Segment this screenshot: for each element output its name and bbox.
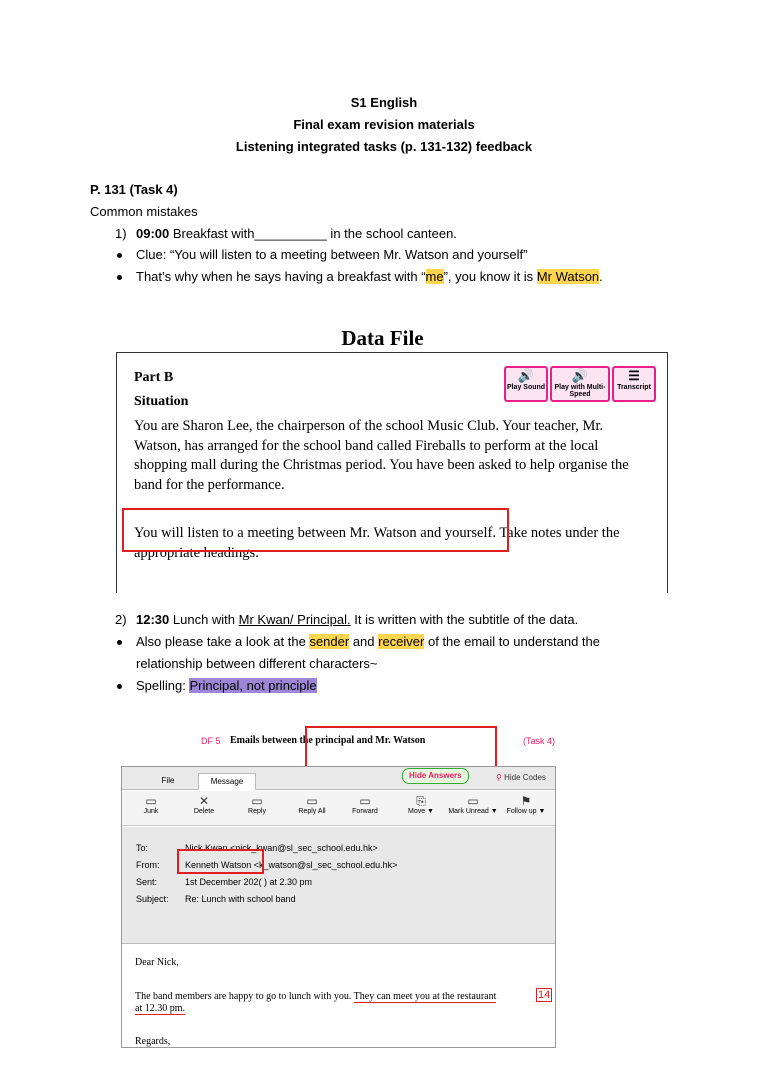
- from-value: Kenneth Watson <k_watson@sl_sec_school.edu.hk>: [185, 860, 398, 870]
- situation-line: band for the performance.: [134, 476, 285, 493]
- task-label: (Task 4): [523, 736, 556, 746]
- tool-label: Mark Unread ▼: [448, 808, 498, 815]
- highlight-mr-watson: Mr Watson: [536, 269, 600, 284]
- item2-spelling: [136, 678, 317, 694]
- item1-why: [136, 269, 603, 285]
- also-text-a: Also please take a look at the: [136, 634, 310, 649]
- bullet-icon: [117, 640, 122, 645]
- transcript-button[interactable]: [612, 366, 656, 402]
- follow-up-button[interactable]: [502, 794, 550, 815]
- email-window: [121, 766, 556, 1048]
- tool-label: Follow up ▼: [506, 808, 546, 815]
- mark-unread-icon: ▭: [467, 794, 479, 808]
- reply-all-button[interactable]: [288, 794, 336, 815]
- item1-line: [136, 226, 457, 242]
- tool-label: Delete: [193, 808, 215, 815]
- tool-label: Forward: [352, 808, 378, 815]
- ribbon-toolbar: [122, 791, 555, 826]
- highlight-box: [177, 849, 264, 874]
- email-image: [118, 724, 558, 1047]
- highlight-box: [122, 508, 509, 552]
- situation-label: Situation: [134, 394, 189, 409]
- play-sound-label: Play Sound: [506, 384, 546, 391]
- speaker-icon: 🔊: [571, 368, 589, 383]
- delete-icon: ✕: [198, 794, 210, 808]
- highlight-receiver: receiver: [378, 634, 425, 649]
- regards: Regards,: [135, 1036, 171, 1047]
- item2-time: 12:30: [136, 612, 170, 627]
- reply-icon: ▭: [251, 794, 263, 808]
- doc-title-feedback: Listening integrated tasks (p. 131-132) feedback: [235, 139, 533, 154]
- to-value: Nick Kwan <nick_kwan@sl_sec_school.edu.hk>: [185, 843, 378, 853]
- tool-label: Move ▼: [408, 808, 434, 815]
- data-file-image: [90, 312, 675, 582]
- reply-all-icon: ▭: [306, 794, 318, 808]
- highlight-spelling: Principal, not principle: [189, 678, 317, 693]
- meeting-note: Take notes under the: [495, 525, 620, 541]
- transcript-label: Transcript: [617, 384, 651, 391]
- situation-line: shopping mall during the Christmas period. You have been asked to help organise the: [134, 457, 629, 473]
- subject-value: Re: Lunch with school band: [185, 894, 296, 904]
- situation-line: You are Sharon Lee, the chairperson of the school Music Club. Your teacher, Mr.: [134, 418, 604, 434]
- bullet-icon: [117, 275, 122, 280]
- body-text-b: They can meet you at the restaurant: [353, 991, 497, 1002]
- tab-file[interactable]: File: [161, 776, 175, 785]
- play-sound-button[interactable]: [504, 366, 548, 402]
- junk-icon: ▭: [145, 794, 157, 808]
- item2-underlined: Mr Kwan/ Principal.: [238, 612, 351, 627]
- bullet-icon: [117, 684, 122, 689]
- subject-label: Subject:: [136, 894, 169, 904]
- item2-text-a: Lunch with: [172, 612, 239, 627]
- forward-button[interactable]: [341, 794, 389, 815]
- doc-title-subject: S1 English: [350, 95, 418, 110]
- sent-value: 1st December 202( ) at 2.30 pm: [185, 877, 313, 887]
- highlight-box: [305, 726, 497, 768]
- body-line: [135, 991, 496, 1002]
- tool-label: Reply All: [298, 808, 326, 815]
- delete-button[interactable]: [180, 794, 228, 815]
- tool-label: Junk: [143, 808, 159, 815]
- why-text-b: ”, you know it is: [443, 269, 537, 284]
- hide-codes-button[interactable]: [496, 773, 546, 782]
- why-text-a: That’s why when he says having a breakfast with “: [136, 269, 426, 284]
- situation-line: Watson, has arranged for the school band called Fireballs to perform at the local: [134, 437, 599, 454]
- flag-icon: ⚑: [520, 794, 532, 808]
- doc-title-materials: Final exam revision materials: [293, 117, 475, 132]
- answer-marker: 14: [538, 989, 551, 1001]
- item1-time: 09:00: [136, 226, 170, 241]
- move-icon: ⎘: [416, 794, 426, 808]
- body-text-a: The band members are happy to go to lunch with you.: [135, 991, 354, 1002]
- play-multi-speed-button[interactable]: [550, 366, 610, 402]
- speaker-icon: 🔊: [517, 368, 535, 383]
- to-label: To:: [136, 843, 149, 853]
- common-mistakes-label: Common mistakes: [90, 204, 198, 219]
- sent-label: Sent:: [136, 877, 158, 887]
- item2-also-cont: relationship between different characters~: [136, 656, 378, 671]
- situation-paragraph: [134, 417, 654, 495]
- item2-line: [136, 612, 578, 628]
- data-file-title: Data File: [341, 326, 424, 350]
- reply-button[interactable]: [233, 794, 281, 815]
- tab-message[interactable]: Message: [198, 773, 256, 790]
- highlight-sender: sender: [309, 634, 350, 649]
- junk-button[interactable]: [127, 794, 175, 815]
- bullet-icon: [117, 253, 122, 258]
- from-label: From:: [136, 860, 160, 870]
- greeting: Dear Nick,: [135, 957, 179, 968]
- meeting-sentence: You will listen to a meeting between Mr. Watson and yourself.: [134, 525, 496, 541]
- also-text-b: of the email to understand the: [424, 634, 600, 649]
- hide-answers-button[interactable]: Hide Answers: [402, 768, 469, 784]
- highlight-me: me: [425, 269, 444, 284]
- body-line-cont: at 12.30 pm.: [135, 1003, 185, 1014]
- also-text-and: and: [349, 634, 379, 649]
- email-title-bar: [118, 724, 558, 764]
- move-button[interactable]: [397, 794, 445, 815]
- item1-number: 1): [115, 226, 127, 241]
- play-multi-label: Play with Multi-Speed: [554, 384, 606, 398]
- tool-label: Reply: [248, 808, 266, 815]
- item2-text-b: It is written with the subtitle of the data.: [350, 612, 579, 627]
- email-title: Emails between the principal and Mr. Watson: [230, 735, 426, 746]
- email-header-fields: [122, 827, 555, 944]
- meeting-paragraph-cont: appropriate headings.: [134, 545, 259, 561]
- page-label: P. 131 (Task 4): [90, 182, 178, 197]
- item2-number: 2): [115, 612, 127, 627]
- why-text-end: .: [599, 269, 603, 284]
- item1-clue: Clue: “You will listen to a meeting between Mr. Watson and yourself”: [136, 247, 528, 262]
- part-label: Part B: [134, 370, 174, 385]
- ribbon-tabs: [122, 767, 555, 790]
- spelling-label: Spelling:: [136, 678, 190, 693]
- email-body: [122, 945, 555, 1065]
- df-label: DF 5: [201, 736, 221, 746]
- item2-also: [136, 634, 600, 650]
- search-icon: ⚲: [496, 773, 502, 782]
- mark-unread-button[interactable]: [447, 794, 499, 815]
- item1-text: Breakfast with__________ in the school canteen.: [172, 226, 457, 241]
- transcript-icon: ☰: [628, 368, 640, 383]
- forward-icon: ▭: [359, 794, 371, 808]
- hide-codes-label: Hide Codes: [504, 773, 546, 782]
